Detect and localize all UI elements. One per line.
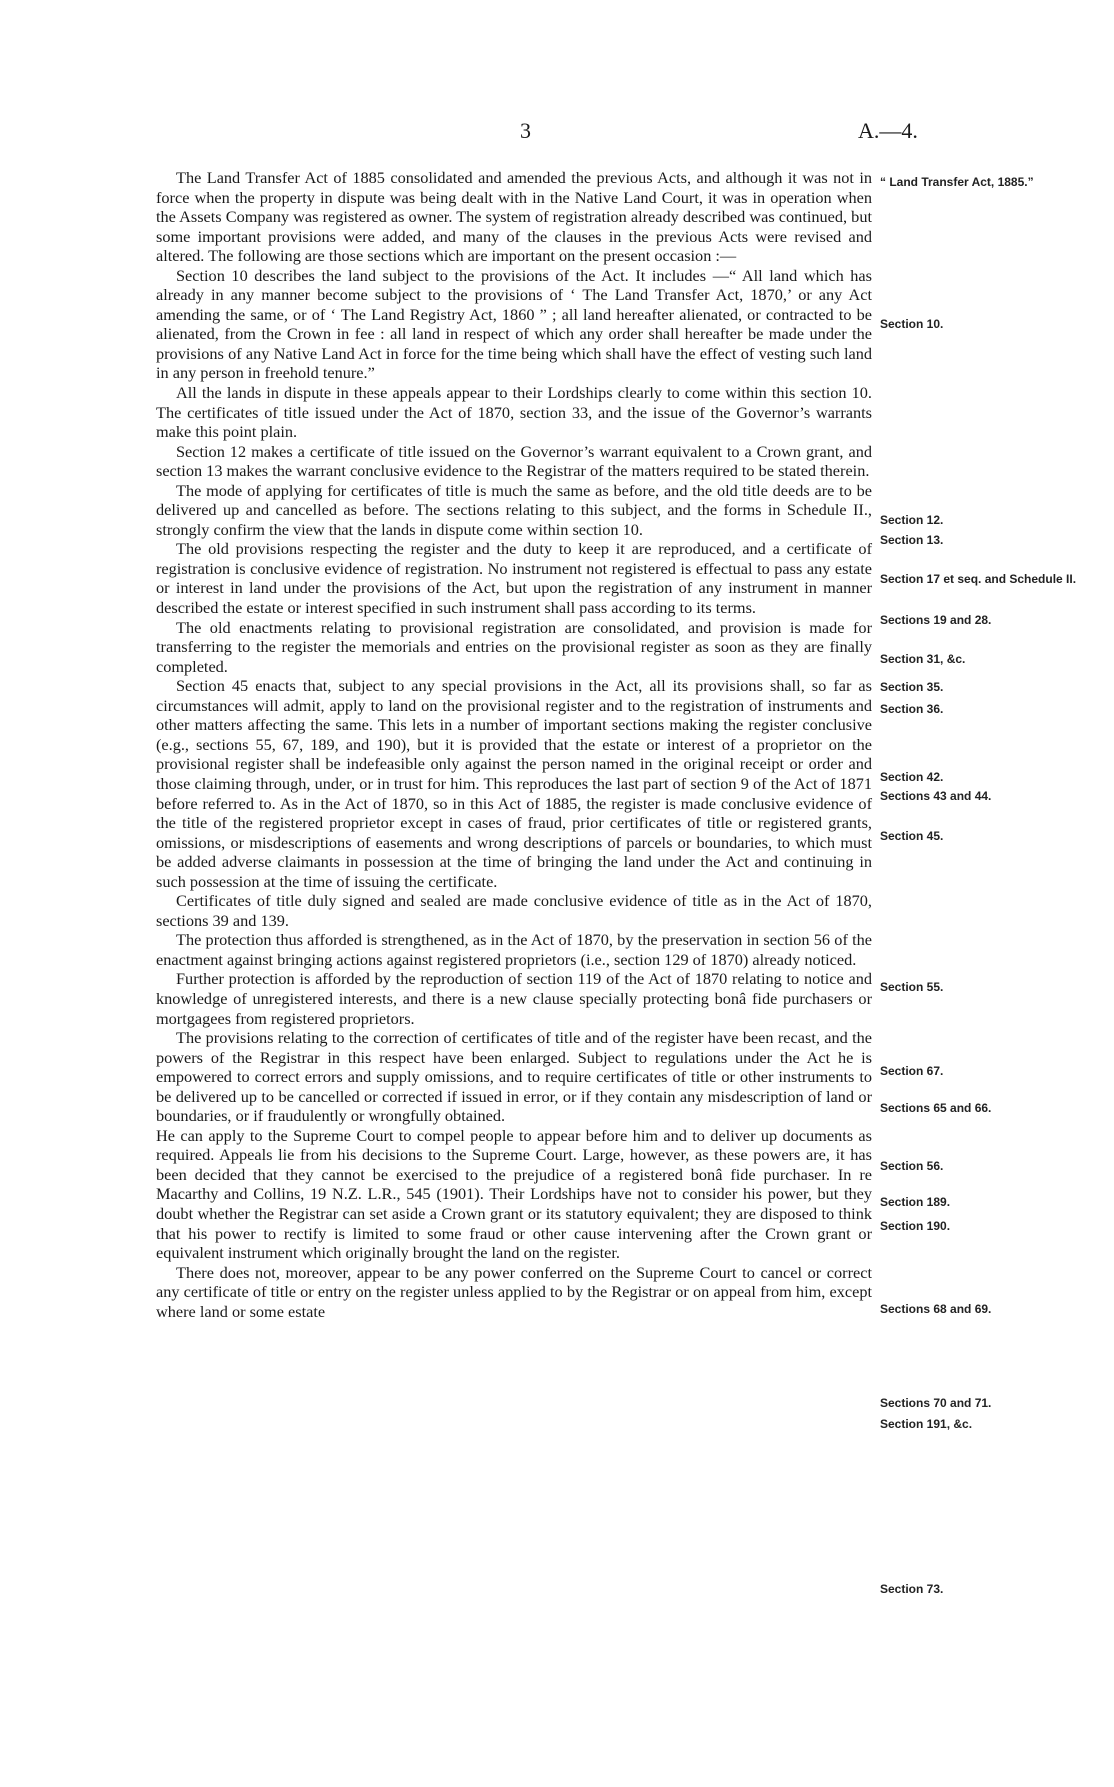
paragraph: All the lands in dispute in these appeals appear to their Lordships clearly to come within this section 10. The certificates of title issued under the Act of 1870, section 33, and the issue of the Governor’s warrants make this point plain. (156, 383, 872, 442)
margin-note: Section 42. (880, 770, 944, 784)
margin-note: “ Land Transfer Act, 1885.” (880, 175, 1034, 189)
margin-note: Section 35. (880, 680, 944, 694)
margin-note: Sections 19 and 28. (880, 613, 992, 627)
margin-note: Section 13. (880, 533, 944, 547)
page-number: 3 (520, 118, 531, 143)
paragraph: He can apply to the Supreme Court to compel people to appear before him and to deliver up documents as required. Appeals lie from his decisions to the Supreme Court. Large, however, as these powers are, it has been decided that they cannot be exercised to the prejudice of a registered bonâ fide purchaser. In re Macarthy and Collins, 19 N.Z. L.R., 545 (1901). Their Lordships have not to consider his power, but they doubt whether the Registrar can set aside a Crown grant or its statutory equivalent; they are disposed to think that his power to rectify is limited to some fraud or other cause intervening after the Crown grant or equivalent instrument which originally brought the land on the register. (156, 1125, 872, 1263)
margin-note: Section 56. (880, 1159, 944, 1173)
margin-note: Section 190. (880, 1219, 951, 1233)
margin-note: Section 73. (880, 1582, 944, 1596)
paragraph: The old enactments relating to provisional registration are consolidated, and provision is made for transferring to the register the memorials and entries on the provisional register as soon as they are finally completed. (156, 617, 872, 676)
paragraph: Section 12 makes a certificate of title issued on the Governor’s warrant equivalent to a Crown grant, and section 13 makes the warrant conclusive evidence to the Registrar of the matters required to be stated therein. (156, 441, 872, 481)
margin-note: Section 67. (880, 1064, 944, 1078)
margin-note: Sections 70 and 71. (880, 1396, 992, 1410)
margin-note: Section 55. (880, 980, 944, 994)
paragraph: Further protection is afforded by the reproduction of section 119 of the Act of 1870 relating to notice and knowledge of unregistered interests, and there is a new clause specially protecting bonâ fide purchasers or mortgagees from registered proprietors. (156, 969, 872, 1028)
margin-note: Sections 65 and 66. (880, 1101, 992, 1115)
margin-note: Section 45. (880, 829, 944, 843)
margin-note: Section 10. (880, 317, 944, 331)
paragraph: There does not, moreover, appear to be any power conferred on the Supreme Court to cancel or correct any certificate of title or entry on the register unless applied to by the Registrar or on appeal from him, except where land or some estate (156, 1262, 872, 1321)
paragraph: The protection thus afforded is strengthened, as in the Act of 1870, by the preservation in section 56 of the enactment against bringing actions against registered proprietors (i.e., section 129 of 1870) already noticed. (156, 930, 872, 969)
margin-note: Section 31, &c. (880, 652, 966, 666)
margin-note: Section 189. (880, 1195, 951, 1209)
margin-note: Section 17 et seq. and Schedule II. (880, 572, 1077, 586)
margin-note: Section 36. (880, 702, 944, 716)
margin-note: Section 12. (880, 513, 944, 527)
margin-note: Section 191, &c. (880, 1417, 973, 1431)
body-text (156, 168, 872, 1321)
paragraph: The mode of applying for certificates of title is much the same as before, and the old title deeds are to be delivered up and cancelled as before. The sections relating to this subject, and the forms in Schedule II., strongly confirm the view that the lands in dispute come within section 10. (156, 480, 872, 539)
paragraph: Section 45 enacts that, subject to any special provisions in the Act, all its provisions shall, so far as circumstances will admit, apply to land on the provisional register and to the registration of instruments and other matters affecting the same. This lets in a number of important sections making the register conclusive (e.g., sections 55, 67, 189, and 190), but it is provided that the estate or interest of a proprietor on the provisional register shall be indefeasible only against the person named in the original receipt or order and those claiming through, under, or in trust for him. This reproduces the last part of section 9 of the Act of 1871 before referred to. As in the Act of 1870, so in this Act of 1885, the register is made conclusive evidence of the title of the registered proprietor except in cases of fraud, prior certificates of title or registered grants, omissions, or misdescriptions of easements and wrong descriptions of parcels or boundaries, to which must be added adverse claimants in possession at the time of bringing the land under the Act and continuing in such possession at the time of issuing the certificate. (156, 676, 872, 891)
margin-note: Sections 68 and 69. (880, 1302, 992, 1316)
paragraph: Certificates of title duly signed and sealed are made conclusive evidence of title as in the Act of 1870, sections 39 and 139. (156, 891, 872, 930)
paragraph: Section 10 describes the land subject to the provisions of the Act. It includes —“ All land which has already in any manner become subject to the provisions of ‘ The Land Transfer Act, 1870,’ or any Act amending the same, or of ‘ The Land Registry Act, 1860 ” ; all land hereafter alienated, or contracted to be alienated, from the Crown in fee : all land in respect of which any order shall hereafter be made under the provisions of any Native Land Act in force for the time being which shall have the effect of vesting such land in any person in freehold tenure.” (156, 265, 872, 383)
paragraph: The provisions relating to the correction of certificates of title and of the register have been recast, and the powers of the Registrar in this respect have been enlarged. Subject to regulations under the Act he is empowered to correct errors and supply omissions, and to require certificates of title or other instruments to be delivered up to be cancelled or corrected if issued in error, or if they contain any misdescription of land or boundaries, or if fraudulently or wrongfully obtained. (156, 1028, 872, 1126)
document-reference: A.—4. (858, 118, 918, 143)
margin-note: Sections 43 and 44. (880, 789, 992, 803)
paragraph: The old provisions respecting the register and the duty to keep it are reproduced, and a certificate of registration is conclusive evidence of registration. No instrument not registered is effectual to pass any estate or interest in land under the provisions of the Act, but upon the registration of any instrument in manner described the estate or interest specified in such instrument shall pass according to its terms. (156, 539, 872, 618)
paragraph: The Land Transfer Act of 1885 consolidated and amended the previous Acts, and although it was not in force when the property in dispute was being dealt with in the Native Land Court, it was in operation when the Assets Company was registered as owner. The system of registration already described was continued, but some important provisions were added, and many of the clauses in the previous Acts were revised and altered. The following are those sections which are important on the present occasion :— (156, 168, 872, 266)
